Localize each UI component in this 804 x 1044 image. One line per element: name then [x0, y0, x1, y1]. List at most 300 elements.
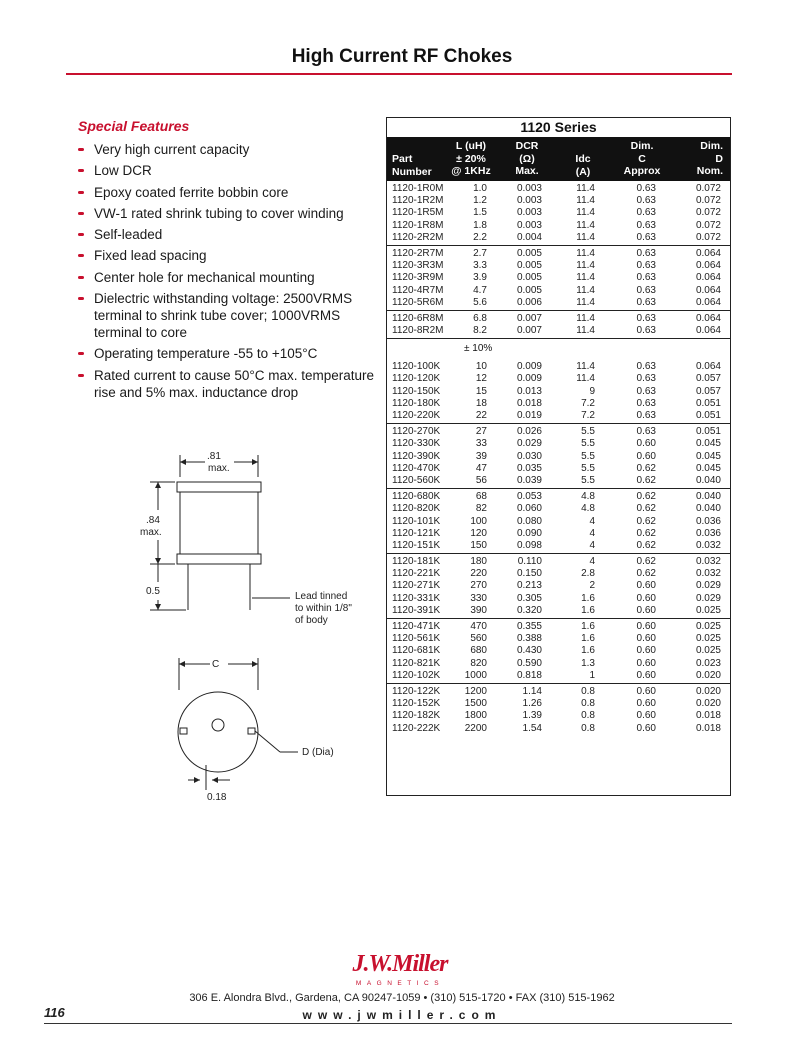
table-cell: 0.62: [636, 491, 656, 503]
table-cell: 10: [475, 361, 487, 373]
table-row: [387, 297, 730, 309]
dim-offset-label: 0.18: [207, 792, 227, 803]
table-cell: 1120-180K: [392, 397, 441, 409]
table-row: [387, 698, 730, 710]
table-cell: 1.8: [473, 219, 487, 231]
table-cell: 0.072: [695, 231, 721, 243]
series-title: 1120 Series: [387, 118, 730, 138]
table-row: [387, 207, 730, 219]
table-cell: 0.006: [516, 296, 542, 308]
table-cell: 0.60: [636, 698, 656, 710]
table-cell: 0.60: [636, 604, 656, 616]
table-cell: 11.4: [576, 207, 595, 219]
table-cell: 390: [470, 604, 487, 616]
table-cell: 0.051: [695, 410, 721, 421]
table-cell: 0.60: [636, 438, 656, 450]
table-row: [387, 260, 730, 272]
table-cell: 4: [589, 527, 595, 539]
table-cell: 18: [475, 397, 487, 409]
table-cell: 1120-3R9M: [392, 272, 444, 284]
table-cell: 0.029: [695, 580, 721, 592]
table-cell: 1500: [464, 698, 487, 710]
table-cell: 6.8: [473, 312, 487, 324]
table-cell: 1120-100K: [392, 361, 441, 373]
table-cell: 1.6: [581, 645, 595, 657]
table-cell: 9: [589, 385, 595, 397]
spec-table: [386, 117, 731, 796]
table-cell: 0.388: [516, 633, 542, 645]
table-cell: 0.013: [516, 385, 542, 397]
table-cell: 1120-101K: [392, 515, 441, 527]
table-row: [387, 593, 730, 605]
table-row: [387, 568, 730, 580]
table-cell: 68: [475, 491, 487, 503]
table-row: [387, 475, 730, 487]
table-cell: 0.63: [636, 361, 656, 373]
table-cell: 1120-1R8M: [392, 219, 444, 231]
table-cell: 0.62: [636, 503, 656, 515]
table-cell: 0.62: [636, 539, 656, 551]
table-row: [387, 183, 730, 195]
table-cell: 0.040: [695, 503, 721, 515]
table-cell: 0.036: [695, 527, 721, 539]
table-cell: 0.60: [636, 621, 656, 632]
table-cell: 0.020: [695, 698, 721, 710]
table-row: [387, 658, 730, 670]
table-cell: 0.051: [695, 397, 721, 409]
feature-item: Self-leaded: [78, 226, 378, 243]
table-cell: 0.025: [695, 633, 721, 645]
table-cell: 0.003: [516, 183, 542, 194]
table-cell: 27: [475, 426, 487, 438]
table-cell: 0.040: [695, 474, 721, 486]
table-cell: 1.26: [522, 698, 542, 710]
table-cell: 0.63: [636, 183, 656, 194]
table-cell: 1200: [464, 685, 487, 697]
table-cell: 0.110: [517, 556, 542, 568]
table-cell: 1120-5R6M: [392, 296, 444, 308]
row-group: [387, 424, 730, 489]
table-cell: 11.4: [576, 373, 595, 385]
table-row: [387, 605, 730, 617]
table-cell: 1: [589, 669, 595, 681]
dim-height-value: .84: [146, 515, 160, 526]
table-cell: 11.4: [576, 325, 595, 337]
table-cell: 5.5: [581, 474, 595, 486]
table-row: [387, 373, 730, 385]
table-cell: 1120-152K: [392, 698, 441, 710]
table-cell: 0.064: [695, 247, 721, 259]
table-cell: 0.355: [516, 621, 542, 632]
company-url[interactable]: www.jwmiller.com: [302, 1008, 502, 1022]
table-row: [387, 723, 730, 735]
table-cell: 0.60: [636, 592, 656, 604]
table-cell: 0.590: [516, 657, 542, 669]
tolerance-row: [387, 339, 730, 359]
table-cell: 0.025: [695, 645, 721, 657]
dimension-diagrams: [0, 0, 400, 830]
table-cell: 5.5: [581, 462, 595, 474]
table-cell: 0.060: [516, 503, 542, 515]
table-cell: 0.007: [516, 312, 542, 324]
table-cell: 0.62: [636, 556, 656, 568]
table-cell: 0.080: [516, 515, 542, 527]
table-cell: 0.036: [695, 515, 721, 527]
table-cell: 100: [470, 515, 487, 527]
table-cell: 0.072: [695, 183, 721, 194]
table-cell: 1120-182K: [392, 710, 441, 722]
table-cell: 0.064: [695, 361, 721, 373]
header-inductance: L (uH) ± 20% @ 1KHz: [451, 140, 491, 177]
table-cell: 39: [475, 450, 487, 462]
table-cell: 1120-1R2M: [392, 195, 444, 207]
table-cell: 0.007: [516, 325, 542, 337]
table-cell: 0.020: [695, 669, 721, 681]
table-cell: 120: [470, 527, 487, 539]
table-cell: 0.029: [516, 438, 542, 450]
page-title: High Current RF Chokes: [291, 46, 513, 67]
footer-divider: [44, 1023, 732, 1024]
table-cell: 0.63: [636, 195, 656, 207]
table-cell: 0.62: [636, 515, 656, 527]
table-cell: 1120-8R2M: [392, 325, 444, 337]
table-cell: 1120-2R2M: [392, 231, 444, 243]
table-cell: 0.62: [636, 527, 656, 539]
page-number: 116: [44, 1005, 65, 1020]
table-cell: 0.018: [516, 397, 542, 409]
table-cell: 0.019: [516, 410, 542, 421]
table-cell: 0.60: [636, 669, 656, 681]
lead-note-line-1: Lead tinned: [295, 591, 348, 602]
dim-c-label: C: [212, 659, 220, 670]
table-cell: 1120-1R5M: [392, 207, 444, 219]
table-cell: 22: [475, 410, 487, 421]
table-cell: 2.7: [473, 247, 487, 259]
table-cell: 11.4: [576, 361, 595, 373]
table-cell: 0.60: [636, 580, 656, 592]
table-body: [387, 181, 730, 736]
table-cell: 0.62: [636, 568, 656, 580]
table-cell: 1120-2R7M: [392, 247, 444, 259]
table-row: [387, 580, 730, 592]
table-cell: 5.5: [581, 438, 595, 450]
table-cell: 0.032: [695, 568, 721, 580]
header-dcr: DCR (Ω) Max.: [515, 140, 539, 177]
table-cell: 0.023: [695, 657, 721, 669]
table-cell: 0.63: [636, 260, 656, 272]
table-cell: 1.2: [473, 195, 487, 207]
table-cell: 0.60: [636, 645, 656, 657]
dim-height-unit: max.: [140, 527, 162, 538]
table-cell: 820: [470, 657, 487, 669]
table-cell: 0.63: [636, 426, 656, 438]
table-cell: 4.7: [473, 284, 487, 296]
lead-note-line-3: of body: [295, 615, 328, 626]
table-cell: 0.003: [516, 219, 542, 231]
table-row: [387, 195, 730, 207]
row-group: [387, 359, 730, 424]
table-cell: 1120-120K: [392, 373, 441, 385]
table-cell: 1120-222K: [392, 722, 441, 734]
table-cell: 0.63: [636, 247, 656, 259]
table-row: [387, 503, 730, 515]
header-dim-d: Dim. D Nom.: [696, 140, 723, 177]
table-cell: 11.4: [576, 272, 595, 284]
table-row: [387, 248, 730, 260]
table-cell: 0.032: [695, 556, 721, 568]
row-group: [387, 554, 730, 619]
table-cell: 1120-6R8M: [392, 312, 444, 324]
table-cell: 0.63: [636, 284, 656, 296]
table-cell: 1120-680K: [392, 491, 441, 503]
table-cell: 0.025: [695, 604, 721, 616]
table-cell: 1120-821K: [392, 657, 441, 669]
table-cell: 11.4: [576, 312, 595, 324]
row-group: [387, 489, 730, 554]
table-cell: 0.025: [695, 621, 721, 632]
table-cell: 0.032: [695, 539, 721, 551]
table-cell: 1.6: [581, 621, 595, 632]
table-row: [387, 491, 730, 503]
table-cell: 330: [470, 592, 487, 604]
table-cell: 0.60: [636, 722, 656, 734]
table-cell: 0.090: [516, 527, 542, 539]
row-group: [387, 181, 730, 246]
table-cell: 1.5: [473, 207, 487, 219]
table-cell: 2.2: [473, 231, 487, 243]
table-row: [387, 220, 730, 232]
table-cell: 2: [589, 580, 595, 592]
table-cell: 0.005: [516, 284, 542, 296]
feature-item: VW-1 rated shrink tubing to cover winding: [78, 205, 378, 222]
table-cell: 0.8: [581, 710, 595, 722]
table-cell: 1120-102K: [392, 669, 441, 681]
table-cell: 0.63: [636, 373, 656, 385]
table-cell: 1120-471K: [392, 621, 441, 632]
table-cell: 5.5: [581, 426, 595, 438]
table-cell: 1120-221K: [392, 568, 441, 580]
table-cell: 270: [470, 580, 487, 592]
table-cell: 1120-681K: [392, 645, 441, 657]
feature-item: Fixed lead spacing: [78, 247, 378, 264]
dim-width-unit: max.: [208, 463, 230, 474]
feature-item: Low DCR: [78, 162, 378, 179]
table-row: [387, 528, 730, 540]
table-cell: 0.072: [695, 219, 721, 231]
dim-lead-length: 0.5: [146, 586, 160, 597]
table-cell: 4: [589, 515, 595, 527]
table-cell: 1120-820K: [392, 503, 441, 515]
table-row: [387, 556, 730, 568]
row-group: [387, 246, 730, 311]
table-cell: 0.003: [516, 207, 542, 219]
table-cell: 150: [470, 539, 487, 551]
table-cell: 0.213: [516, 580, 542, 592]
table-cell: 4: [589, 539, 595, 551]
row-group: [387, 311, 730, 339]
table-cell: 0.029: [695, 592, 721, 604]
lead-note-line-2: to within 1/8": [295, 603, 352, 614]
table-cell: 0.430: [516, 645, 542, 657]
table-cell: 0.8: [581, 722, 595, 734]
table-cell: 1.39: [522, 710, 542, 722]
tolerance-label: ± 10%: [464, 343, 493, 355]
header-dim-c: Dim. C Approx: [623, 140, 661, 177]
table-cell: 2.8: [581, 568, 595, 580]
table-cell: 1120-330K: [392, 438, 441, 450]
table-cell: 0.60: [636, 685, 656, 697]
table-cell: 11.4: [576, 247, 595, 259]
table-cell: 1800: [464, 710, 487, 722]
table-row: [387, 451, 730, 463]
table-cell: 180: [470, 556, 487, 568]
table-cell: 0.818: [516, 669, 542, 681]
table-row: [387, 621, 730, 633]
table-cell: 0.064: [695, 284, 721, 296]
table-cell: 0.009: [516, 373, 542, 385]
feature-item: Dielectric withstanding voltage: 2500VRMS terminal to shrink tube cover; 1000VRMS terminal to core: [78, 290, 378, 341]
table-cell: 1.6: [581, 604, 595, 616]
table-row: [387, 232, 730, 244]
table-row: [387, 426, 730, 438]
table-cell: 0.63: [636, 385, 656, 397]
table-row: [387, 386, 730, 398]
dim-width-value: .81: [207, 451, 221, 462]
table-cell: 11.4: [576, 284, 595, 296]
feature-item: Rated current to cause 50°C max. temperature rise and 5% max. inductance drop: [78, 367, 378, 401]
table-cell: 470: [470, 621, 487, 632]
table-header: [387, 137, 730, 181]
table-cell: 11.4: [576, 195, 595, 207]
table-cell: 0.004: [516, 231, 542, 243]
table-cell: 0.064: [695, 325, 721, 337]
feature-item: Operating temperature -55 to +105°C: [78, 345, 378, 362]
table-cell: 4.8: [581, 503, 595, 515]
header-idc: Idc (A): [575, 153, 591, 178]
table-cell: 0.035: [516, 462, 542, 474]
table-cell: 0.057: [695, 385, 721, 397]
table-cell: 3.9: [473, 272, 487, 284]
table-cell: 0.63: [636, 231, 656, 243]
table-cell: 0.8: [581, 698, 595, 710]
table-cell: 0.051: [695, 426, 721, 438]
table-cell: 0.60: [636, 450, 656, 462]
table-row: [387, 398, 730, 410]
table-cell: 1120-1R0M: [392, 183, 444, 194]
table-cell: 1.6: [581, 592, 595, 604]
table-cell: 7.2: [581, 410, 595, 421]
table-cell: 0.60: [636, 633, 656, 645]
table-cell: 1120-271K: [392, 580, 441, 592]
feature-item: Center hole for mechanical mounting: [78, 269, 378, 286]
table-cell: 3.3: [473, 260, 487, 272]
table-row: [387, 410, 730, 422]
table-cell: 0.63: [636, 397, 656, 409]
table-row: [387, 361, 730, 373]
table-row: [387, 710, 730, 722]
table-cell: 0.045: [695, 462, 721, 474]
table-cell: 0.150: [516, 568, 542, 580]
company-logo-subtitle: MAGNETICS: [355, 980, 445, 987]
table-cell: 0.005: [516, 272, 542, 284]
table-cell: 47: [475, 462, 487, 474]
table-cell: 0.064: [695, 272, 721, 284]
feature-item: Epoxy coated ferrite bobbin core: [78, 184, 378, 201]
table-cell: 0.039: [516, 474, 542, 486]
table-cell: 11.4: [576, 231, 595, 243]
table-cell: 8.2: [473, 325, 487, 337]
table-row: [387, 313, 730, 325]
table-cell: 560: [470, 633, 487, 645]
header-part: Part Number: [392, 153, 432, 178]
table-cell: 12: [475, 373, 487, 385]
table-cell: 680: [470, 645, 487, 657]
table-cell: 1120-4R7M: [392, 284, 444, 296]
table-cell: 1120-151K: [392, 539, 441, 551]
table-cell: 0.045: [695, 450, 721, 462]
table-cell: 1120-331K: [392, 592, 441, 604]
table-cell: 15: [475, 385, 487, 397]
table-cell: 0.072: [695, 195, 721, 207]
table-cell: 11.4: [576, 183, 595, 194]
table-cell: 0.057: [695, 373, 721, 385]
table-cell: 11.4: [576, 219, 595, 231]
table-row: [387, 645, 730, 657]
table-row: [387, 272, 730, 284]
table-cell: 0.053: [516, 491, 542, 503]
table-cell: 0.018: [695, 710, 721, 722]
table-cell: 1120-560K: [392, 474, 441, 486]
table-cell: 1120-122K: [392, 685, 441, 697]
row-group: [387, 684, 730, 736]
row-group: [387, 619, 730, 684]
table-cell: 5.5: [581, 450, 595, 462]
table-cell: 0.064: [695, 296, 721, 308]
table-cell: 11.4: [576, 296, 595, 308]
feature-item: Very high current capacity: [78, 141, 378, 158]
table-cell: 0.8: [581, 685, 595, 697]
table-cell: 0.020: [695, 685, 721, 697]
table-cell: 0.63: [636, 325, 656, 337]
table-row: [387, 540, 730, 552]
table-cell: 1.14: [522, 685, 542, 697]
table-cell: 0.60: [636, 657, 656, 669]
table-cell: 1120-3R3M: [392, 260, 444, 272]
table-cell: 0.62: [636, 462, 656, 474]
company-logo: J.W.Miller: [352, 951, 448, 977]
features-heading: Special Features: [78, 118, 190, 134]
table-cell: 0.098: [516, 539, 542, 551]
table-cell: 82: [475, 503, 487, 515]
table-row: [387, 325, 730, 337]
table-cell: 7.2: [581, 397, 595, 409]
table-row: [387, 686, 730, 698]
table-cell: 0.009: [516, 361, 542, 373]
table-cell: 1120-150K: [392, 385, 441, 397]
dim-d-label: D (Dia): [302, 747, 334, 758]
table-cell: 0.60: [636, 710, 656, 722]
table-cell: 0.63: [636, 219, 656, 231]
table-cell: 1120-220K: [392, 410, 441, 421]
table-cell: 0.030: [516, 450, 542, 462]
table-cell: 0.63: [636, 272, 656, 284]
table-cell: 0.305: [516, 592, 542, 604]
table-cell: 1120-470K: [392, 462, 441, 474]
table-cell: 0.045: [695, 438, 721, 450]
table-cell: 0.064: [695, 260, 721, 272]
table-cell: 1120-390K: [392, 450, 441, 462]
table-cell: 1.54: [522, 722, 542, 734]
